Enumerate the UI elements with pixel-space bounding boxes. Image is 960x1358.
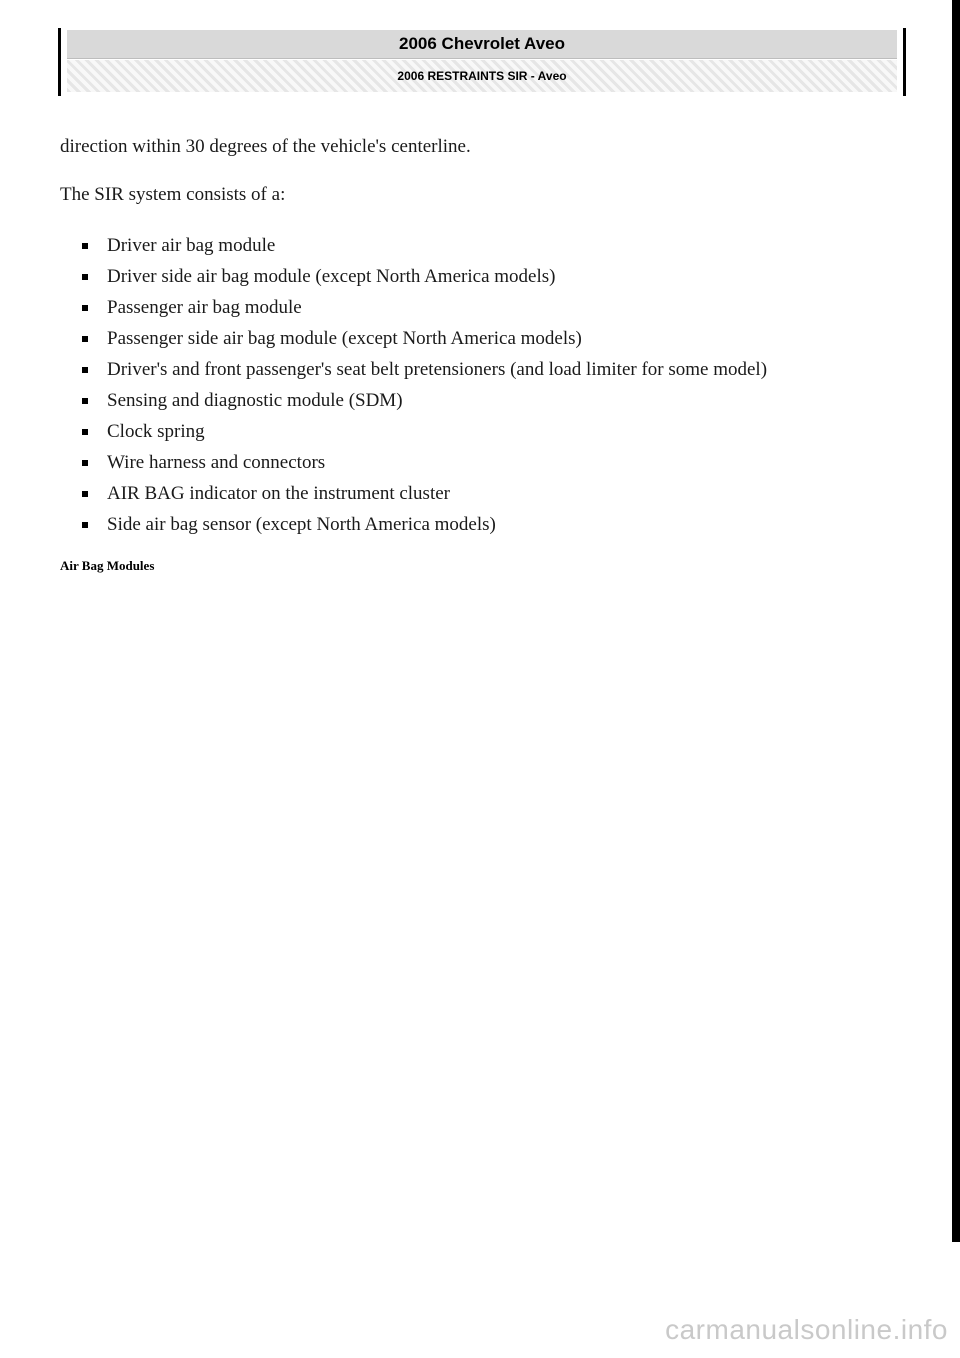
section-subheading: Air Bag Modules: [60, 558, 155, 573]
bullet-icon: [82, 429, 88, 435]
bullet-icon: [82, 305, 88, 311]
list-item-text: Side air bag sensor (except North America models): [107, 513, 496, 535]
list-item-text: Passenger side air bag module (except North America models): [107, 327, 582, 349]
list-item-text: Clock spring: [107, 420, 205, 442]
bullet-icon: [82, 398, 88, 404]
list-item-text: Driver air bag module: [107, 234, 276, 256]
list-item-text: Driver's and front passenger's seat belt pretensioners (and load limiter for some model): [107, 358, 768, 380]
list-item: [82, 323, 767, 354]
list-item: [82, 509, 767, 540]
header-title: 2006 Chevrolet Aveo: [67, 30, 897, 59]
list-item: [82, 230, 767, 261]
list-item: [82, 292, 767, 323]
page-edge-rule: [952, 0, 960, 1242]
paragraph-intro: The SIR system consists of a:: [60, 184, 286, 205]
list-item: [82, 447, 767, 478]
list-item-text: Passenger air bag module: [107, 296, 302, 318]
list-item: [82, 354, 767, 385]
bullet-icon: [82, 522, 88, 528]
sir-components-list: [82, 230, 767, 540]
bullet-icon: [82, 243, 88, 249]
bullet-icon: [82, 274, 88, 280]
bullet-icon: [82, 367, 88, 373]
bullet-icon: [82, 491, 88, 497]
list-item-text: AIR BAG indicator on the instrument cluster: [107, 482, 450, 504]
header-subtitle: 2006 RESTRAINTS SIR - Aveo: [67, 60, 897, 92]
list-item: [82, 261, 767, 292]
bullet-icon: [82, 336, 88, 342]
list-item: [82, 478, 767, 509]
watermark-text: carmanualsonline.info: [665, 1314, 948, 1345]
paragraph-continuation: direction within 30 degrees of the vehicle's centerline.: [60, 136, 471, 157]
list-item-text: Wire harness and connectors: [107, 451, 326, 473]
list-item-text: Driver side air bag module (except North America models): [107, 265, 556, 287]
page-header: [58, 28, 906, 96]
list-item: [82, 385, 767, 416]
bullet-icon: [82, 460, 88, 466]
list-item: [82, 416, 767, 447]
list-item-text: Sensing and diagnostic module (SDM): [107, 389, 403, 411]
